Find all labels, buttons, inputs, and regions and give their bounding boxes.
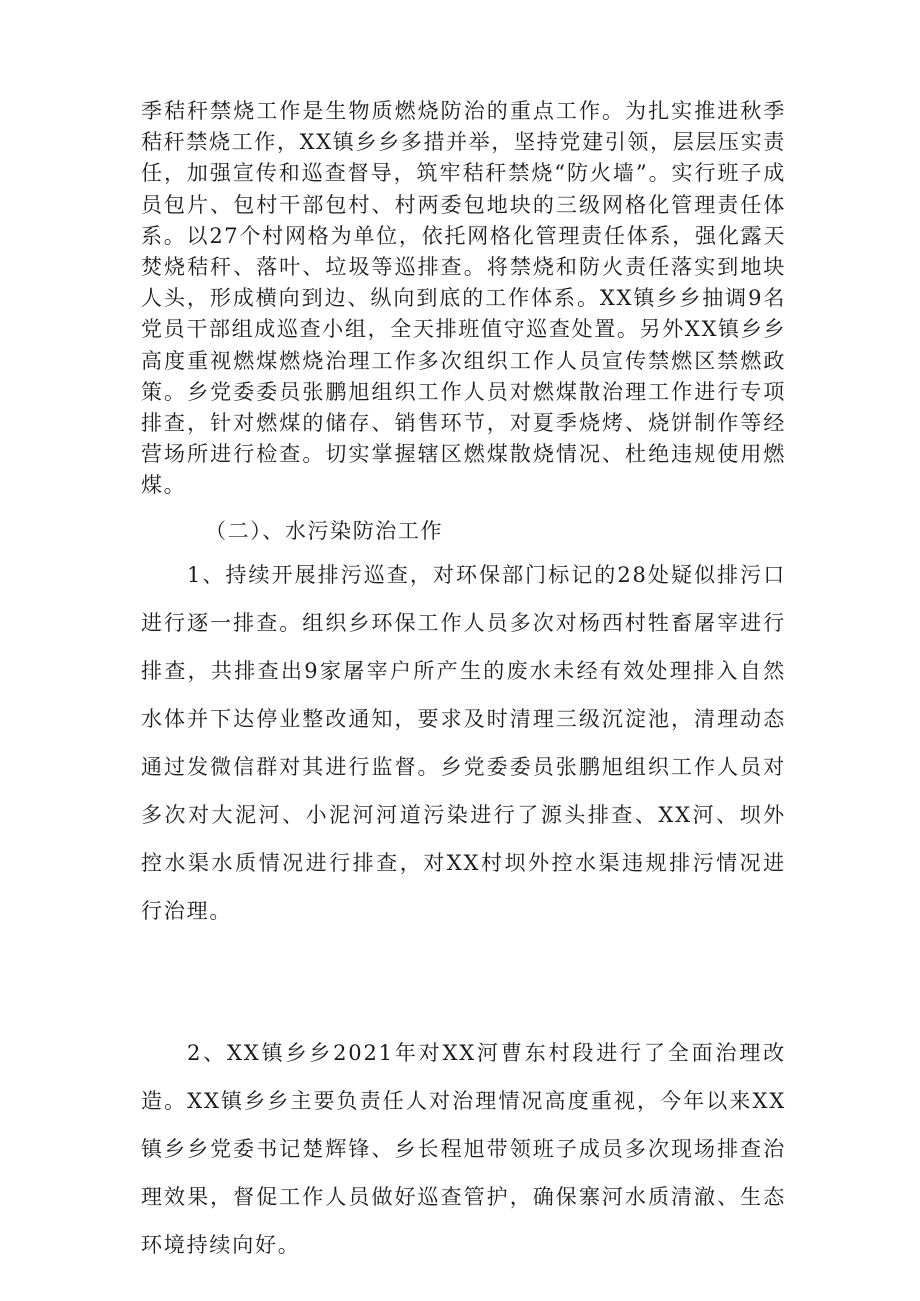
paragraph-river-treatment: 2、XX镇乡乡2021年对XX河曹东村段进行了全面治理改造。XX镇乡乡主要负责任人对治理情况高度重视，今年以来XX镇乡乡党委书记楚辉锋、乡长程旭带领班子成员多次现场排查治理效果，督促工作人员做好巡查管护，确保寨河水质清澈、生态环境持续向好。: [141, 1041, 786, 1257]
section-heading-water-pollution: （二）、水污染防治工作: [205, 519, 444, 543]
paragraph-sewage-inspection: 1、持续开展排污巡查，对环保部门标记的28处疑似排污口进行逐一排查。组织乡环保工作人员多次对杨西村牲畜屠宰进行排查，共排查出9家屠宰户所产生的废水未经有效处理排入自然水体并下达停业整改通知，要求及时清理三级沉淀池，清理动态通过发微信群对其进行监督。乡党委委员张鹏旭组织工作人员对多次对大泥河、小泥河河道污染进行了源头排查、XX河、坝外控水渠水质情况进行排查，对XX村坝外控水渠违规排污情况进行治理。: [141, 563, 786, 923]
paragraph-straw-burning: 季秸秆禁烧工作是生物质燃烧防治的重点工作。为扎实推进秋季秸秆禁烧工作，XX镇乡乡多措并举，坚持党建引领，层层压实责任，加强宣传和巡查督导，筑牢秸秆禁烧“防火墙”。实行班子成员包片、包村干部包村、村两委包地块的三级网格化管理责任体系。以27个村网格为单位，依托网格化管理责任体系，强化露天焚烧秸秆、落叶、垃圾等巡排查。将禁烧和防火责任落实到地块人头，形成横向到边、纵向到底的工作体系。XX镇乡乡抽调9名党员干部组成巡查小组，全天排班值守巡查处置。另外XX镇乡乡高度重视燃煤燃烧治理工作多次组织工作人员宣传禁燃区禁燃政策。乡党委委员张鹏旭组织工作人员对燃煤散治理工作进行专项排查，针对燃煤的储存、销售环节，对夏季烧烤、烧饼制作等经营场所进行检查。切实掌握辖区燃煤散烧情况、杜绝违规使用燃煤。: [141, 99, 786, 498]
document-page: [141, 96, 786, 1257]
